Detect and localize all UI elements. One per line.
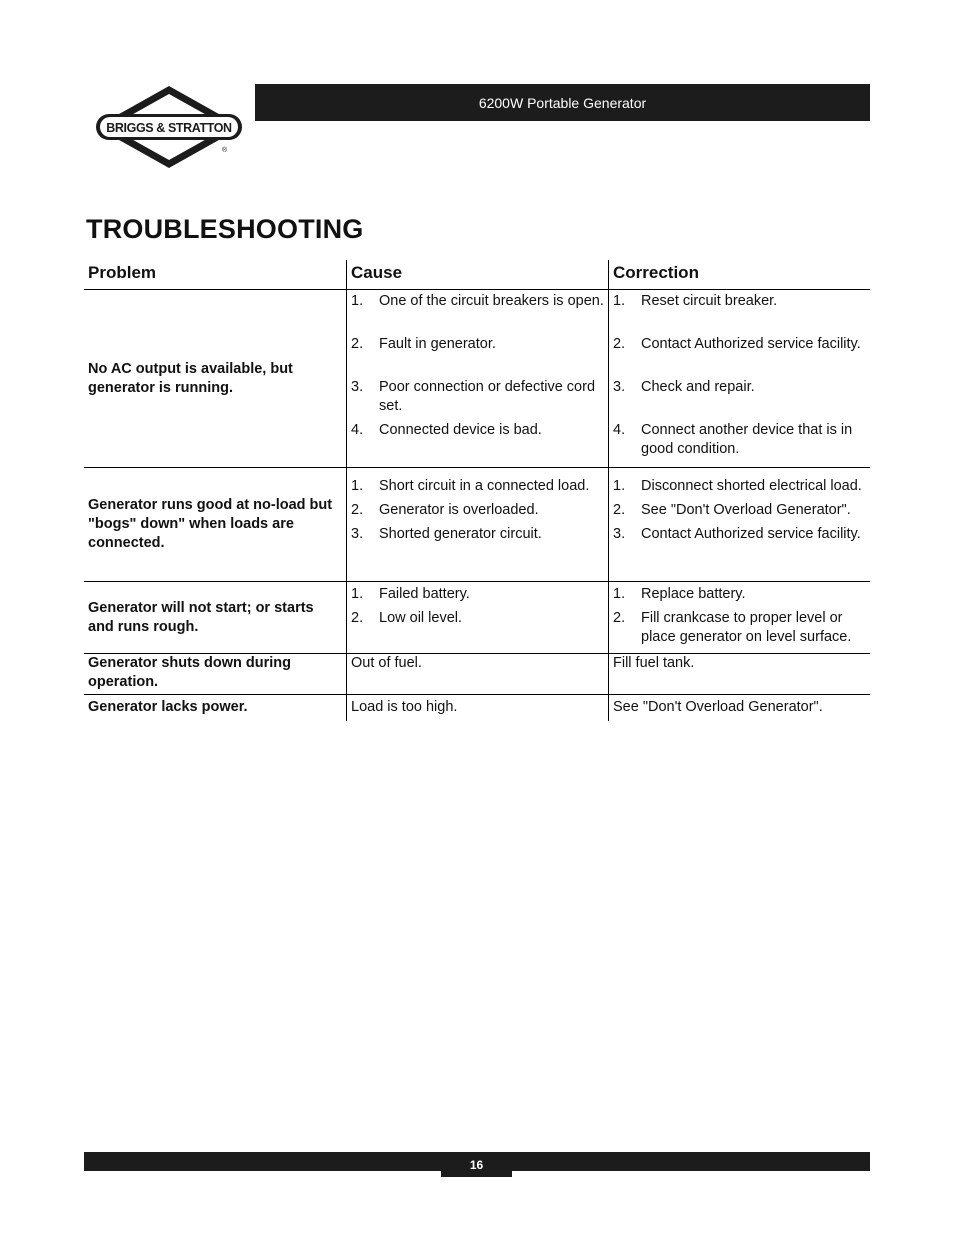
page-number-label: 16 — [469, 1157, 484, 1172]
table-row — [84, 582, 870, 654]
list-item: 1. Disconnect shorted electrical load. — [613, 478, 862, 494]
table-header-row — [84, 260, 870, 290]
page-number — [441, 1152, 512, 1177]
troubleshooting-table — [84, 260, 870, 721]
problem-cell: No AC output is available, but generator is running. — [88, 360, 293, 396]
list-item: 2. Generator is overloaded. — [351, 502, 539, 518]
header-problem: Problem — [88, 263, 157, 282]
correction-cell — [608, 582, 870, 653]
correction-cell: See "Don't Overload Generator". — [608, 695, 870, 721]
list-item: 2. Contact Authorized service facility. — [613, 336, 861, 352]
problem-cell: Generator runs good at no-load but "bogs" down" when loads are connected. — [88, 497, 333, 551]
correction-cell: Fill fuel tank. — [608, 654, 870, 694]
problem-cell: Generator shuts down during operation. — [88, 655, 292, 690]
cause-cell — [346, 582, 608, 653]
list-item: 2. See "Don't Overload Generator". — [613, 502, 851, 518]
registered-mark: ® — [222, 147, 228, 154]
table-row — [84, 290, 870, 468]
list-item: 3. Shorted generator circuit. — [351, 526, 542, 542]
list-item: 3. Poor connection or defective cord set. — [351, 379, 596, 414]
table-row — [84, 695, 870, 721]
list-item: 2. Low oil level. — [351, 610, 463, 626]
list-item: 1. Reset circuit breaker. — [613, 293, 778, 309]
header-correction: Correction — [608, 260, 870, 289]
cause-cell — [346, 290, 608, 467]
list-item: 1. Short circuit in a connected load. — [351, 478, 590, 494]
list-item: 1. Failed battery. — [351, 586, 470, 602]
cause-cell: Load is too high. — [346, 695, 608, 721]
list-item: 2. Fill crankcase to proper level or place generator on level surface. — [613, 610, 852, 645]
correction-cell — [608, 290, 870, 467]
list-item: 1. One of the circuit breakers is open. — [351, 293, 604, 309]
list-item: 2. Fault in generator. — [351, 336, 496, 352]
product-title: 6200W Portable Generator — [478, 94, 647, 111]
page-title: TROUBLESHOOTING — [86, 214, 364, 244]
list-item: 3. Check and repair. — [613, 379, 755, 395]
cause-cell — [346, 468, 608, 581]
briggs-stratton-logo — [94, 84, 244, 170]
list-item: 4. Connect another device that is in good condition. — [613, 422, 853, 457]
problem-cell: Generator will not start; or starts and runs rough. — [88, 599, 314, 635]
header-bar — [255, 84, 870, 121]
list-item: 1. Replace battery. — [613, 586, 746, 602]
table-row — [84, 654, 870, 695]
list-item: 3. Contact Authorized service facility. — [613, 526, 861, 542]
list-item: 4. Connected device is bad. — [351, 422, 542, 438]
logo-text: BRIGGS & STRATTON — [106, 121, 232, 135]
cause-cell: Out of fuel. — [346, 654, 608, 694]
table-row — [84, 468, 870, 582]
header-cause: Cause — [346, 260, 608, 289]
correction-cell — [608, 468, 870, 581]
problem-cell: Generator lacks power. — [88, 699, 248, 715]
